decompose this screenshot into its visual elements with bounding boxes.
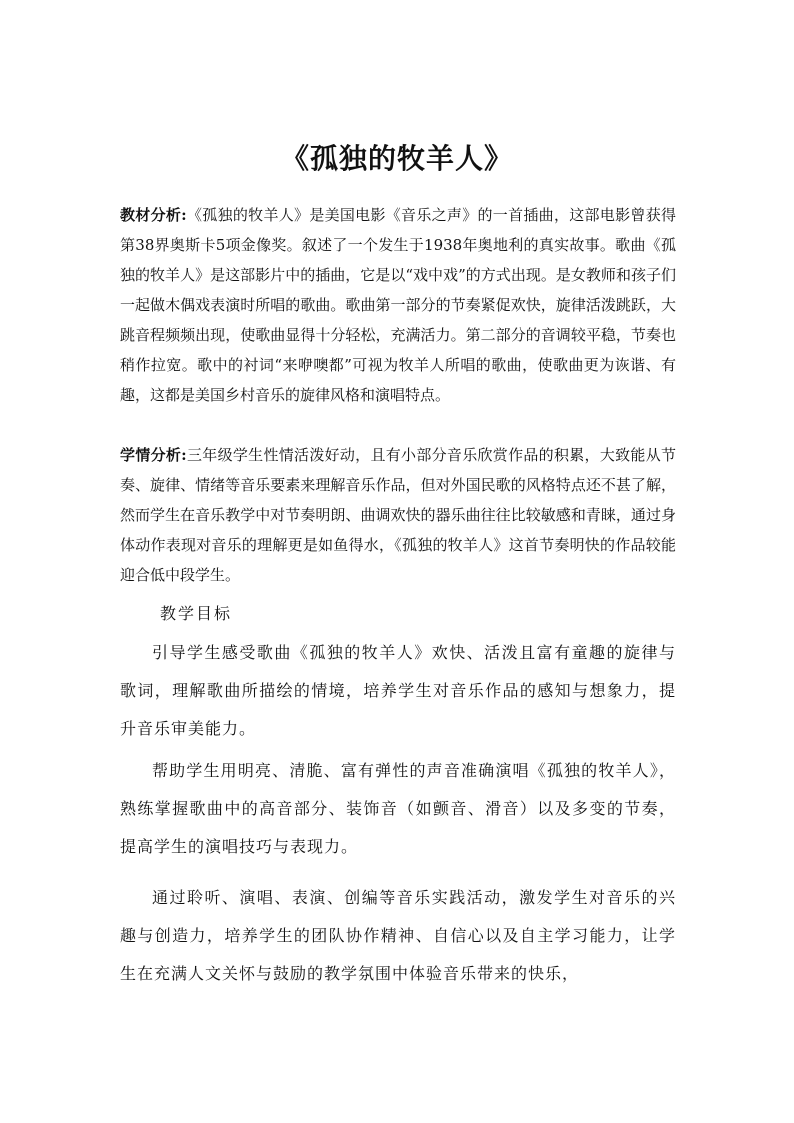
teaching-goal-paragraph: 通过聆听、演唱、表演、创编等音乐实践活动，激发学生对音乐的兴趣与创造力，培养学生的团队协作精神、自信心以及自主学习能力，让学生在充满人文关怀与鼓励的教学氛围中体验音乐带来的快乐，	[120, 888, 676, 983]
learner-analysis-label: 学情分析:	[120, 446, 187, 464]
document-title: 《孤独的牧羊人》	[280, 141, 513, 175]
textbook-analysis-paragraph	[120, 200, 676, 410]
learner-analysis-paragraph	[120, 440, 676, 590]
textbook-analysis-label: 教材分析:	[120, 206, 187, 224]
teaching-goal-paragraph: 引导学生感受歌曲《孤独的牧羊人》欢快、活泼且富有童趣的旋律与歌词，理解歌曲所描绘的情境，培养学生对音乐作品的感知与想象力，提升音乐审美能力。	[120, 643, 676, 738]
teaching-goal-paragraph: 帮助学生用明亮、清脆、富有弹性的声音准确演唱《孤独的牧羊人》，熟练掌握歌曲中的高音部分、装饰音（如颤音、滑音）以及多变的节奏，提高学生的演唱技巧与表现力。	[120, 761, 676, 856]
learner-analysis-text: 三年级学生性情活泼好动，且有小部分音乐欣赏作品的积累，大致能从节奏、旋律、情绪等音乐要素来理解音乐作品，但对外国民歌的风格特点还不甚了解，然而学生在音乐教学中对节奏明朗、曲调欢快的器乐曲往往比较敏感和青睐，通过身体动作表现对音乐的理解更是如鱼得水，《孤独的牧羊人》这首节奏明快的作品较能迎合低中段学生。	[120, 446, 676, 584]
textbook-analysis-text: 《孤独的牧羊人》是美国电影《音乐之声》的一首插曲，这部电影曾获得第38界奥斯卡5项金像奖。叙述了一个发生于1938年奥地利的真实故事。歌曲《孤独的牧羊人》是这部影片中的插曲，它是以“戏中戏”的方式出现。是女教师和孩子们一起做木偶戏表演时所唱的歌曲。歌曲第一部分的节奏紧促欢快，旋律活泼跳跃，大跳音程频频出现，使歌曲显得十分轻松，充满活力。第二部分的音调较平稳，节奏也稍作拉宽。歌中的衬词“来咿噢都”可视为牧羊人所唱的歌曲，使歌曲更为诙谐、有趣，这都是美国乡村音乐的旋律风格和演唱特点。	[120, 206, 676, 404]
teaching-goals-heading: 教学目标	[160, 604, 233, 623]
